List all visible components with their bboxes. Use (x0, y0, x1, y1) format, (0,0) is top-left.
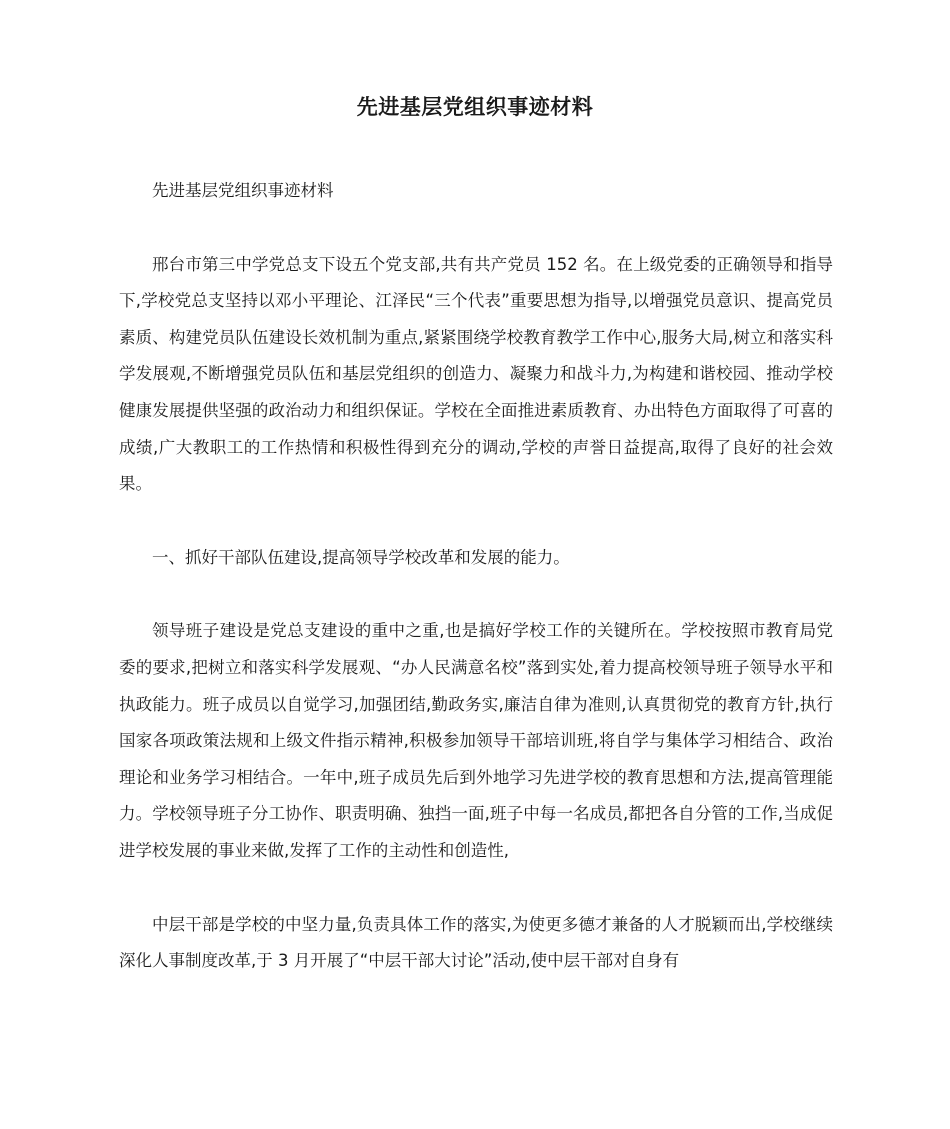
document-body (119, 173, 833, 1017)
section-heading: 一、抓好干部队伍建设,提高领导学校改革和发展的能力。 (152, 547, 570, 567)
subtitle-paragraph: 先进基层党组织事迹材料 (152, 181, 334, 200)
intro-paragraph: 邢台市第三中学党总支下设五个党支部,共有共产党员 152 名。在上级党委的正确领导和指导下,学校党总支坚持以邓小平理论、江泽民“三个代表”重要思想为指导,以增强党员意识、提高党员素质、构建党员队伍建设长效机制为重点,紧紧围绕学校教育教学工作中心,服务大局,树立和落实科学发展观,不断增强党员队伍和基层党组织的创造力、凝聚力和战斗力,为构建和谐校园、推动学校健康发展提供坚强的政治动力和组织保证。学校在全面推进素质教育、办出特色方面取得了可喜的成绩,广大教职工的工作热情和积极性得到充分的调动,学校的声誉日益提高,取得了良好的社会效果。 (119, 254, 833, 494)
document-title: 先进基层党组织事迹材料 (356, 95, 594, 119)
body-paragraph: 领导班子建设是党总支建设的重中之重,也是搞好学校工作的关键所在。学校按照市教育局党委的要求,把树立和落实科学发展观、“办人民满意名校”落到实处,着力提高校领导班子领导水平和执政能力。班子成员以自觉学习,加强团结,勤政务实,廉洁自律为准则,认真贯彻党的教育方针,执行国家各项政策法规和上级文件指示精神,积极参加领导干部培训班,将自学与集体学习相结合、政治理论和业务学习相结合。一年中,班子成员先后到外地学习先进学校的教育思想和方法,提高管理能力。学校领导班子分工协作、职责明确、独挡一面,班子中每一名成员,都把各自分管的工作,当成促进学校发展的事业来做,发挥了工作的主动性和创造性, (119, 621, 833, 860)
body-paragraph: 中层干部是学校的中坚力量,负责具体工作的落实,为使更多德才兼备的人才脱颖而出,学校继续深化人事制度改革,于 3 月开展了“中层干部大讨论”活动,使中层干部对自身有 (119, 914, 833, 971)
